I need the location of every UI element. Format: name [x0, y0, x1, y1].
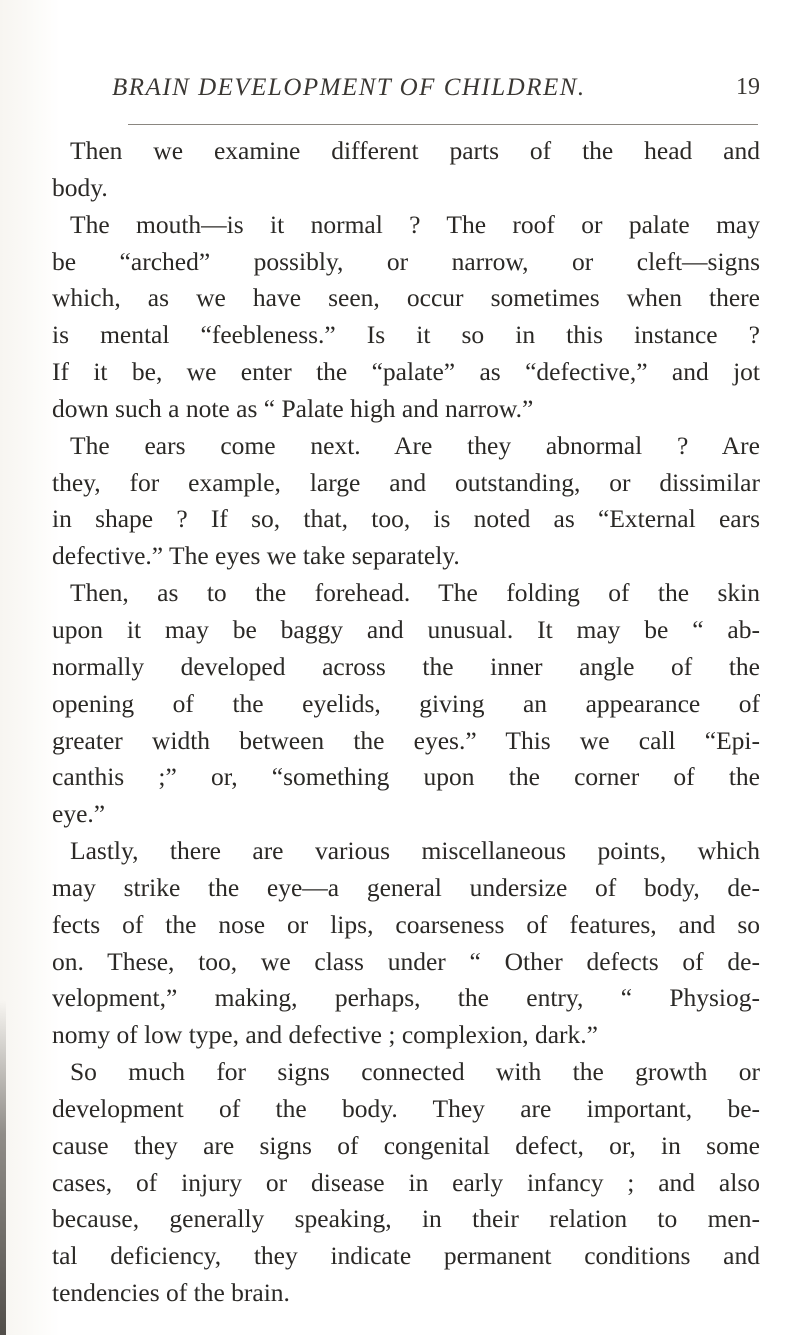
text-line: canthis ;” or, “something upon the corner of the	[52, 762, 760, 792]
body-text	[52, 133, 760, 1312]
text-line: may strike the eye—a general undersize of body, de-	[52, 872, 760, 902]
binding-shadow	[0, 1000, 6, 1335]
text-line: Then we examine different parts of the head and	[70, 136, 760, 165]
header-rule	[128, 124, 758, 125]
text-line: velopment,” making, perhaps, the entry, “ Physiog-	[52, 983, 760, 1013]
text-line: fects of the nose or lips, coarseness of features, and so	[52, 909, 760, 939]
text-line: defective.” The eyes we take separately.	[52, 541, 460, 571]
text-line: because, generally speaking, in their relation to men-	[52, 1204, 760, 1234]
text-line: greater width between the eyes.” This we call “Epi-	[52, 725, 760, 755]
text-line: The ears come next. Are they abnormal ? Are	[70, 430, 760, 460]
text-line: nomy of low type, and defective ; complexion, dark.”	[52, 1020, 598, 1050]
text-line: opening of the eyelids, giving an appearance of	[52, 688, 760, 718]
text-line: cause they are signs of congenital defect, or, in some	[52, 1130, 760, 1160]
text-line: they, for example, large and outstanding, or dissimilar	[52, 467, 760, 497]
text-line: The mouth—is it normal ? The roof or palate may	[70, 209, 760, 239]
running-title: BRAIN DEVELOPMENT OF CHILDREN.	[112, 74, 586, 101]
page-header	[40, 74, 760, 110]
text-line: body.	[52, 172, 108, 202]
text-line: tal deficiency, they indicate permanent conditions and	[52, 1241, 760, 1271]
text-line: cases, of injury or disease in early infancy ; and also	[52, 1167, 760, 1197]
text-line: is mental “feebleness.” Is it so in this instance ?	[52, 320, 760, 350]
page-number: 19	[736, 74, 760, 100]
text-line: which, as we have seen, occur sometimes when there	[52, 283, 760, 313]
text-line: Then, as to the forehead. The folding of the skin	[70, 578, 760, 608]
text-line: tendencies of the brain.	[52, 1278, 290, 1308]
text-line: on. These, too, we class under “ Other defects of de-	[52, 946, 760, 976]
text-line: down such a note as “ Palate high and narrow.”	[52, 393, 534, 423]
text-line: If it be, we enter the “palate” as “defective,” and jot	[52, 357, 760, 387]
text-line: eye.”	[52, 799, 106, 829]
text-line: So much for signs connected with the growth or	[70, 1057, 760, 1087]
text-line: development of the body. They are important, be-	[52, 1093, 760, 1123]
text-line: normally developed across the inner angle of the	[52, 651, 760, 681]
text-line: Lastly, there are various miscellaneous points, which	[70, 836, 760, 866]
text-line: in shape ? If so, that, too, is noted as “External ears	[52, 504, 760, 534]
text-line: upon it may be baggy and unusual. It may be “ ab-	[52, 614, 760, 644]
text-line: be “arched” possibly, or narrow, or cleft—signs	[52, 246, 760, 276]
